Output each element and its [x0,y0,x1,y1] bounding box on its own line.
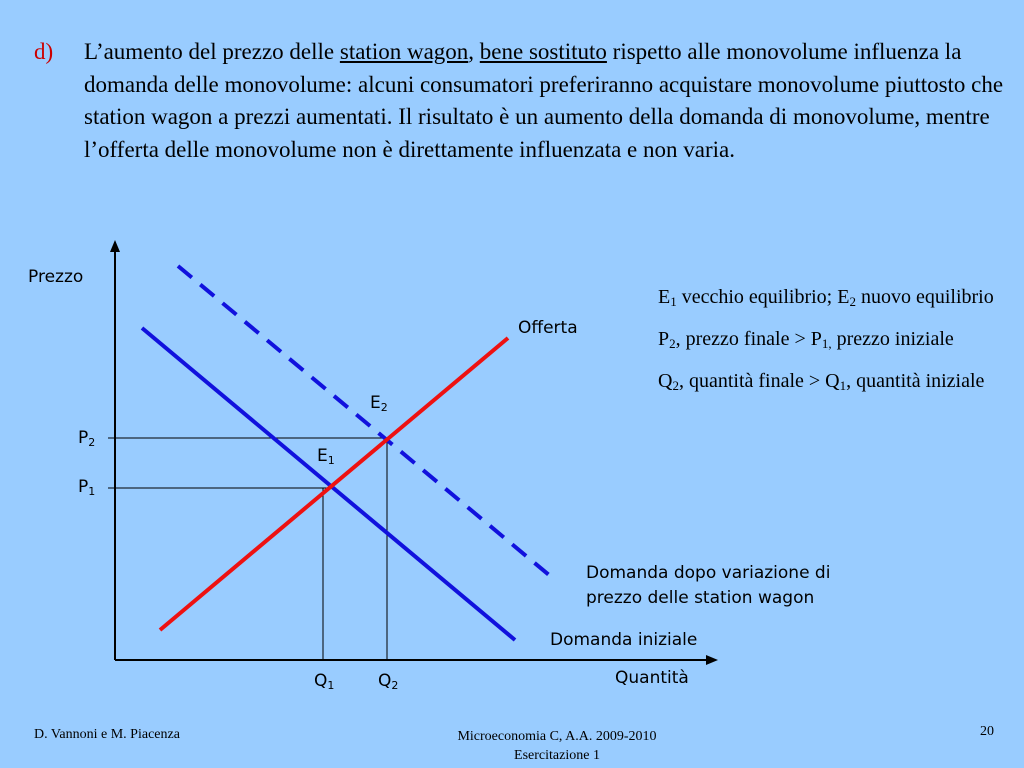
paragraph-part-3: rispetto alle monovolume influenza la domanda delle monovolume: alcuni consumatori preferiranno acquistare monovolume piuttosto che station wagon a prezzi aumentati. Il risultato è un aumento della domanda di monovolume, mentre l’offerta delle monovolume non è direttamente influenzata e non varia. [84,39,1004,162]
q1-label: $Q_1$ [314,671,335,692]
y-axis-label: Prezzo [28,267,84,287]
supply-label: Offerta [518,318,578,338]
x-axis-label: Quantità [615,668,689,688]
bene-sostituto-link[interactable]: bene sostituto [479,39,607,64]
footer-course [412,727,702,765]
q2-label: $Q_2$ [378,671,399,692]
e2-label: $E_2$ [370,393,388,414]
demand-after-label-line-1: Domanda dopo variazione di [586,563,831,583]
note-equilibrium: $E_1$ vecchio equilibrio; $E_2$ nuovo equilibrio [658,286,994,309]
note-price: $P_2$, prezzo finale > $P_{1,}$ prezzo iniziale [658,328,954,351]
demand-initial-label: Domanda iniziale [550,630,698,650]
item-marker: d) [34,39,54,64]
e1-label: $E_1$ [317,446,335,467]
diagram-notes [658,288,998,414]
supply-curve [160,338,508,630]
p2-label: $P_2$ [78,428,96,449]
demand-initial-curve [142,328,515,640]
demand-after-label [586,561,830,611]
note-quantity: $Q_2$, quantità finale > $Q_1$, quantità iniziale [658,370,985,393]
footer-course-line-2: Esercitazione 1 [514,748,600,763]
page-number: 20 [980,724,994,739]
station-wagon-link[interactable]: station wagon [339,39,469,64]
y-axis-arrow [110,240,120,252]
p1-label: $P_1$ [78,477,96,498]
demand-after-change-curve [178,266,555,580]
footer-course-line-1: Microeconomia C, A.A. 2009-2010 [457,729,657,744]
demand-after-label-line-2: prezzo delle station wagon [586,588,815,608]
x-axis-arrow [706,655,718,665]
footer-authors: D. Vannoni e M. Piacenza [34,727,180,742]
paragraph-part-1: L’aumento del prezzo delle [84,39,340,64]
paragraph-part-2: , [468,39,480,64]
